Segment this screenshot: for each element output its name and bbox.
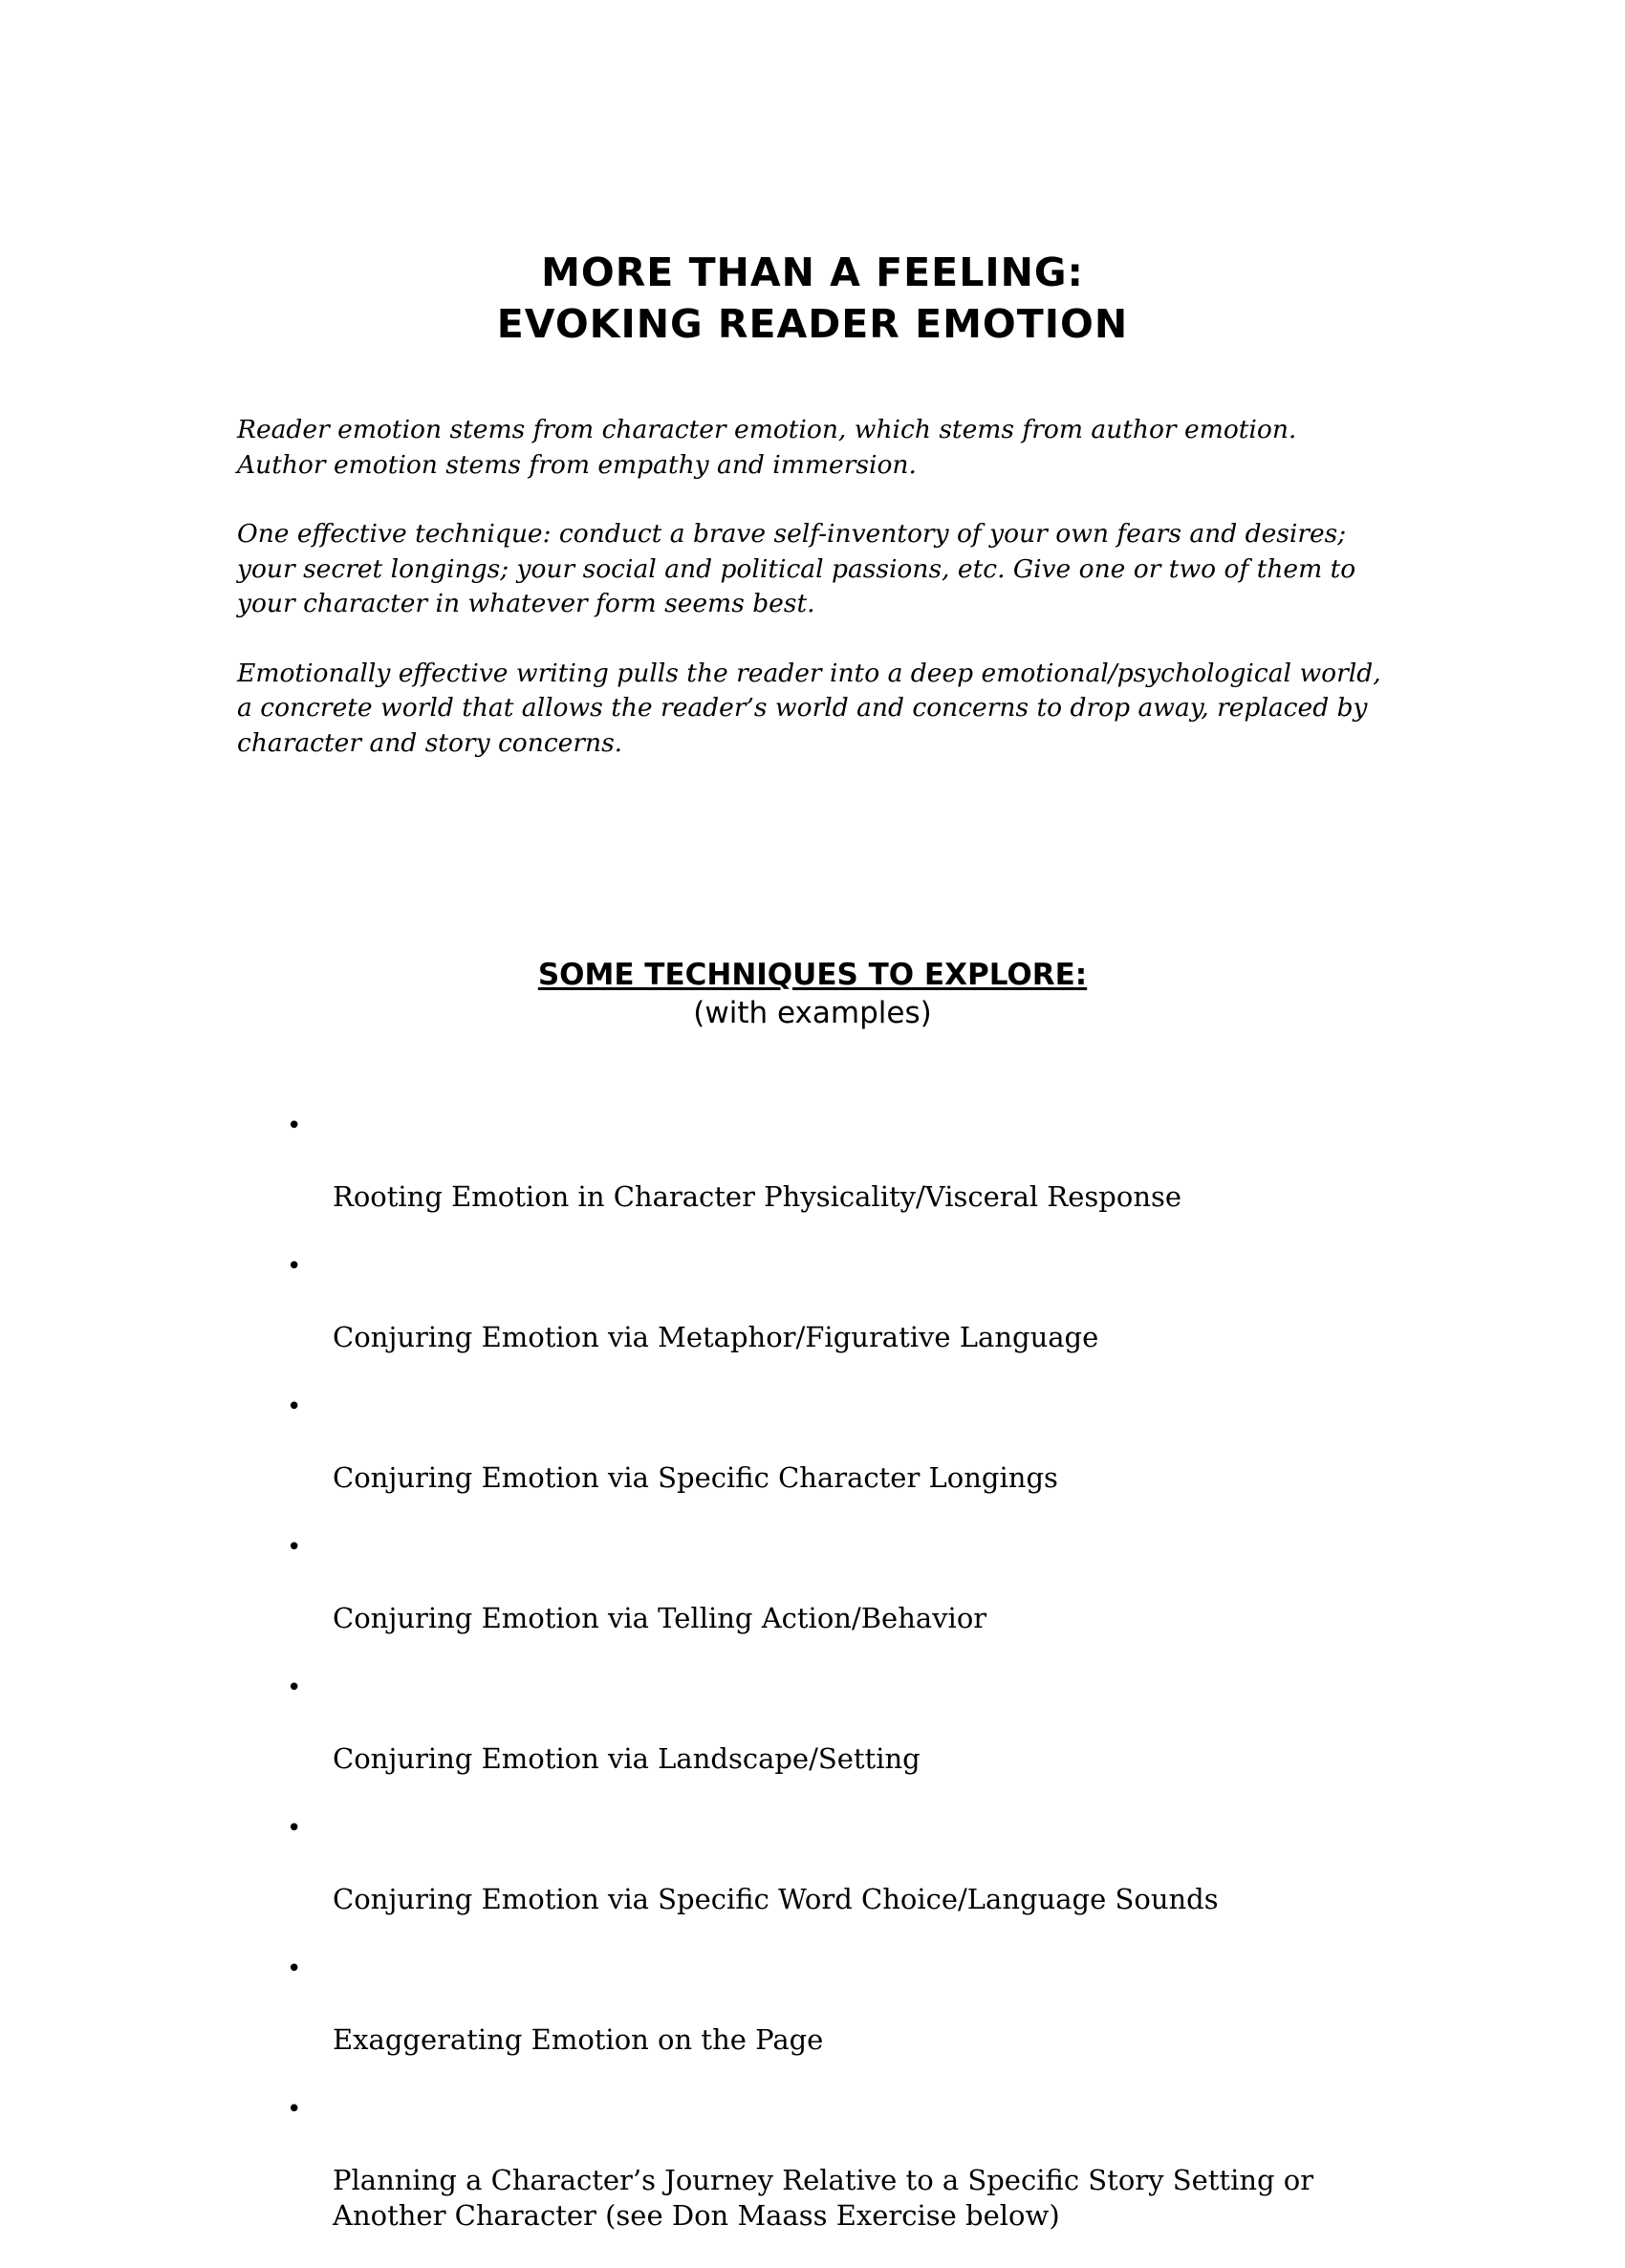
technique-text: Rooting Emotion in Character Physicality/Visceral Response [333, 1180, 1182, 1213]
bullet-icon: • [287, 1533, 302, 1562]
techniques-subtitle: (with examples) [693, 996, 932, 1030]
list-item [287, 1811, 1386, 1917]
bullet-icon: • [287, 1955, 302, 1983]
document-title [0, 247, 1625, 350]
bullet-icon: • [287, 1393, 302, 1421]
intro-paragraph-3: Emotionally effective writing pulls the reader into a deep emotional/psychological world, a concrete world that allows the reader’s world and concerns to drop away, replaced by character and story concerns. [237, 658, 1381, 758]
list-item [287, 1390, 1386, 1496]
bullet-icon: • [287, 1814, 302, 1843]
technique-text: Conjuring Emotion via Specific Character Longings [333, 1461, 1058, 1494]
technique-text: Planning a Character’s Journey Relative to a Specific Story Setting or Another Character (see Don Maass Exercise below) [333, 2164, 1314, 2232]
technique-text: Conjuring Emotion via Landscape/Setting [333, 1742, 921, 1775]
techniques-heading [0, 956, 1625, 1032]
technique-text: Exaggerating Emotion on the Page [333, 2023, 824, 2056]
list-item [287, 1249, 1386, 1355]
technique-text: Conjuring Emotion via Telling Action/Behavior [333, 1602, 987, 1634]
bullet-icon: • [287, 1112, 302, 1140]
list-item [287, 2092, 1386, 2234]
bullet-icon: • [287, 1252, 302, 1281]
list-item [287, 1530, 1386, 1636]
technique-text: Conjuring Emotion via Metaphor/Figurative Language [333, 1321, 1099, 1353]
technique-text: Conjuring Emotion via Specific Word Choice/Language Sounds [333, 1883, 1219, 1915]
intro-paragraph-2: One effective technique: conduct a brave self-inventory of your own fears and desires; your secret longings; your social and political passions, etc. Give one or two of them to your character in whatever form seems best. [237, 519, 1356, 618]
intro-paragraph-1: Reader emotion stems from character emotion, which stems from author emotion. Author emotion stems from empathy and immersion. [237, 415, 1297, 480]
list-item [287, 1952, 1386, 2058]
list-item [287, 1109, 1386, 1215]
bullet-icon: • [287, 2095, 302, 2124]
bullet-icon: • [287, 1674, 302, 1702]
technique-list [287, 1109, 1386, 2268]
techniques-title: SOME TECHNIQUES TO EXPLORE: [537, 958, 1088, 992]
intro-section [237, 413, 1403, 795]
title-line-1: MORE THAN A FEELING: [541, 249, 1084, 295]
title-line-2: EVOKING READER EMOTION [496, 301, 1129, 347]
list-item [287, 1671, 1386, 1777]
